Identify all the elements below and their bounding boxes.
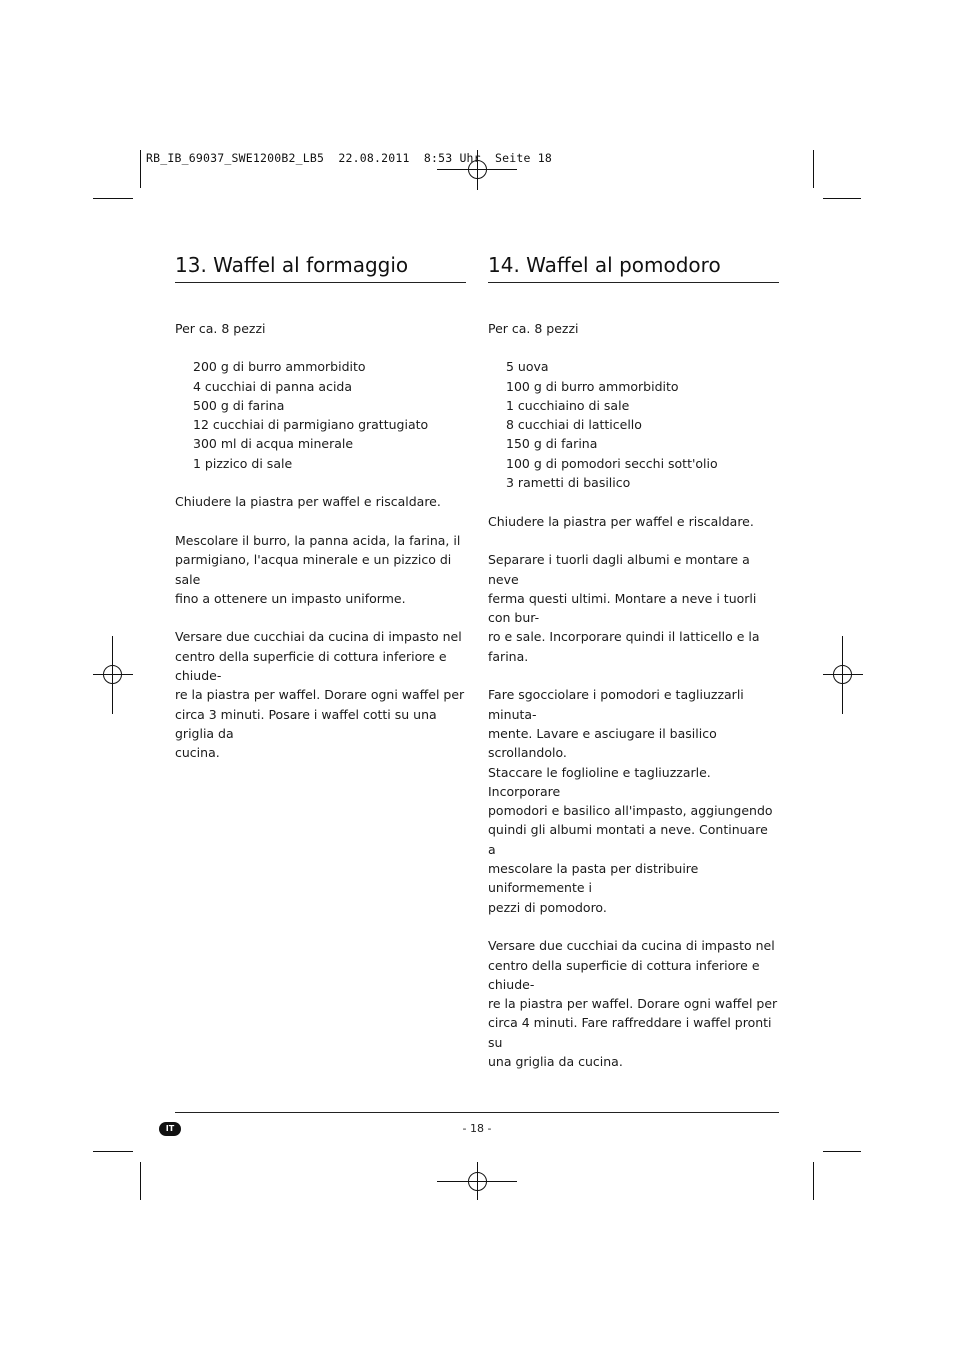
ingredient-item: 4 cucchiai di panna acida [193, 378, 353, 394]
recipe-step: Versare due cucchiai da cucina di impasto nel centro della superficie di cottura inferiore e chiude- re la piastra per waffel. Dorare ogni waffel per circa 4 minuti. Fare raffreddare i waffel pronti su una griglia da cucina. [488, 938, 778, 1069]
crop-mark [813, 150, 814, 188]
crop-mark [823, 1151, 861, 1152]
ingredient-item: 100 g di pomodori secchi sott'olio [506, 455, 718, 471]
ingredient-item: 3 rametti di basilico [506, 475, 631, 491]
crop-mark [823, 198, 861, 199]
recipe-yield: Per ca. 8 pezzi [488, 321, 579, 336]
language-badge: IT [159, 1122, 181, 1136]
ingredient-item: 150 g di farina [506, 436, 598, 452]
page-number: - 18 - [462, 1122, 492, 1135]
recipe-yield: Per ca. 8 pezzi [175, 321, 266, 336]
registration-mark-right-icon [823, 636, 863, 714]
registration-mark-top-icon [437, 150, 517, 190]
registration-mark-bottom-icon [437, 1162, 517, 1200]
ingredient-item: 5 uova [506, 359, 549, 375]
ingredient-item: 300 ml di acqua minerale [193, 436, 354, 452]
recipe-step: Separare i tuorli dagli albumi e montare a neve ferma questi ultimi. Montare a neve i tuorli con bur- ro e sale. Incorporare quindi il latticello e la farina. [488, 552, 760, 664]
recipe-step: Fare sgocciolare i pomodori e tagliuzzarli minuta- mente. Lavare e asciugare il basilico scrollandolo. Staccare le foglioline e tagliuzzarle. Incorporare pomodori e basilico all'impasto, aggiungendo quindi gli albumi montati a neve. Continuare a mescolare la pasta per distribuire uniformemente i pezzi di pomodoro. [488, 687, 773, 915]
ingredient-item: 1 cucchiaino di sale [506, 397, 630, 413]
recipe-waffel-formaggio [175, 252, 466, 763]
print-slug: RB_IB_69037_SWE1200B2_LB5 22.08.2011 8:53 Uhr Seite 18 [146, 151, 553, 165]
recipe-title: 13. Waffel al formaggio [175, 252, 466, 283]
recipe-step: Versare due cucchiai da cucina di impasto nel centro della superficie di cottura inferiore e chiude- re la piastra per waffel. Dorare ogni waffel per circa 3 minuti. Posare i waffel cotti su una griglia da cucina. [175, 629, 465, 761]
ingredient-list [506, 357, 779, 492]
crop-mark [140, 150, 141, 188]
crop-mark [93, 1151, 133, 1152]
registration-mark-left-icon [93, 636, 133, 714]
ingredient-item: 1 pizzico di sale [193, 455, 293, 471]
recipe-step: Mescolare il burro, la panna acida, la farina, il parmigiano, l'acqua minerale e un pizzico di sale fino a ottenere un impasto uniforme. [175, 532, 461, 606]
ingredient-list [193, 357, 466, 473]
footer-rule [175, 1112, 779, 1113]
crop-mark [140, 1162, 141, 1200]
ingredient-item: 200 g di burro ammorbidito [193, 359, 366, 375]
crop-mark [93, 198, 133, 199]
ingredient-item: 500 g di farina [193, 397, 285, 413]
recipe-waffel-pomodoro [488, 252, 779, 1071]
ingredient-item: 100 g di burro ammorbidito [506, 378, 679, 394]
recipe-title: 14. Waffel al pomodoro [488, 252, 779, 283]
recipe-step: Chiudere la piastra per waffel e riscaldare. [488, 513, 754, 529]
ingredient-item: 8 cucchiai di latticello [506, 417, 642, 433]
crop-mark [813, 1162, 814, 1200]
recipe-step: Chiudere la piastra per waffel e riscaldare. [175, 494, 441, 510]
ingredient-item: 12 cucchiai di parmigiano grattugiato [193, 417, 429, 433]
